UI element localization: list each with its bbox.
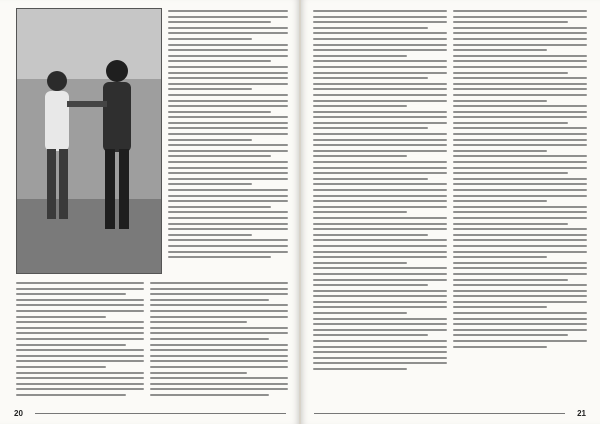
right-page bbox=[301, 0, 600, 424]
left-footer-rule bbox=[35, 413, 286, 414]
left-column-top bbox=[168, 10, 288, 262]
right-footer bbox=[314, 408, 586, 418]
left-page bbox=[0, 0, 299, 424]
right-footer-rule bbox=[314, 413, 565, 414]
left-column-bottom-a bbox=[16, 282, 144, 399]
photo-illustration bbox=[17, 9, 161, 273]
left-footer bbox=[14, 408, 286, 418]
right-column-b bbox=[453, 10, 587, 351]
right-column-a bbox=[313, 10, 447, 374]
left-page-number: 20 bbox=[14, 408, 23, 418]
article-photo bbox=[16, 8, 162, 274]
right-page-number: 21 bbox=[577, 408, 586, 418]
left-column-bottom-b bbox=[150, 282, 288, 399]
